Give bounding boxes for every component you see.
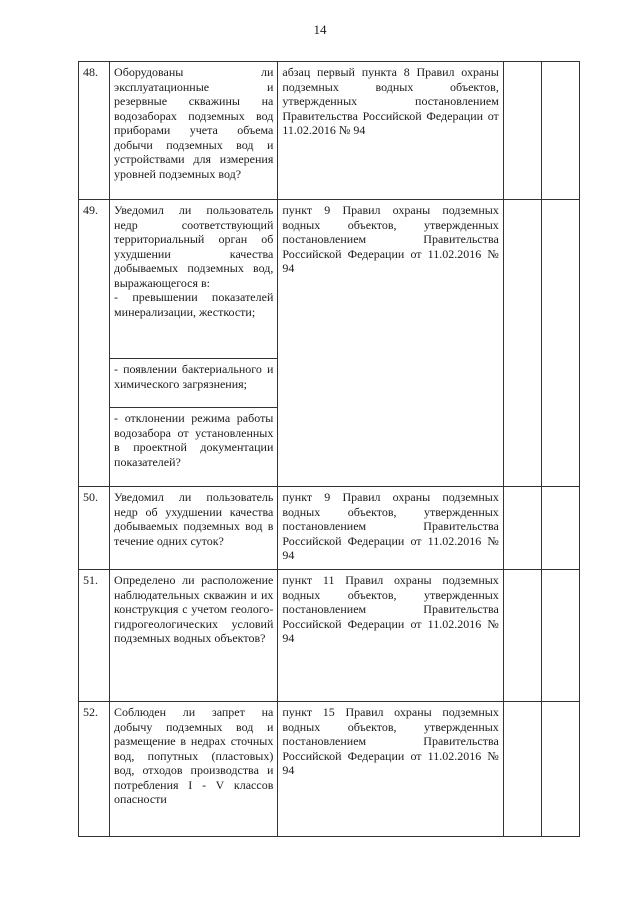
row-number: 50. [79, 487, 110, 570]
checklist-table [78, 61, 580, 837]
reference-text: пункт 9 Правил охраны подземных водных объектов, утвержденных постановлением Правительства Российской Федерации от 11.02.2016 № 94 [282, 490, 499, 562]
reference-text: абзац первый пункта 8 Правил охраны подземных водных объектов, утвержденных постановлением Правительства Российской Федерации от 11.02.2016 № 94 [282, 65, 499, 137]
question-subitem-cell [110, 359, 278, 408]
table-row [79, 570, 580, 702]
row-number: 49. [79, 200, 110, 487]
reference-cell [278, 62, 503, 200]
answer-cell[interactable] [503, 702, 541, 837]
question-subitem: - отклонении режима работы водозабора от установленных в проектной документации показателей? [114, 411, 274, 469]
table-row [79, 200, 580, 359]
row-number: 51. [79, 570, 110, 702]
reference-text: пункт 9 Правил охраны подземных водных объектов, утвержденных постановлением Правительства Российской Федерации от 11.02.2016 № 94 [282, 203, 499, 275]
reference-text: пункт 15 Правил охраны подземных водных объектов, утвержденных постановлением Правительства Российской Федерации от 11.02.2016 № 94 [282, 705, 499, 777]
question-cell [110, 570, 278, 702]
page-number: 14 [313, 22, 327, 37]
table-row [79, 62, 580, 200]
question-cell [110, 487, 278, 570]
note-cell[interactable] [541, 62, 579, 200]
table-row [79, 487, 580, 570]
reference-cell [278, 570, 503, 702]
reference-cell [278, 200, 503, 487]
answer-cell[interactable] [503, 200, 541, 487]
answer-cell[interactable] [503, 62, 541, 200]
question-subitem: - появлении бактериального и химического загрязнения; [114, 362, 274, 391]
table-row [79, 702, 580, 837]
reference-cell [278, 487, 503, 570]
question-text: Уведомил ли пользователь недр об ухудшении качества добываемых подземных вод в течение одних суток? [114, 490, 274, 548]
row-number: 48. [79, 62, 110, 200]
answer-cell[interactable] [503, 487, 541, 570]
answer-cell[interactable] [503, 570, 541, 702]
reference-text: пункт 11 Правил охраны подземных водных объектов, утвержденных постановлением Правительства Российской Федерации от 11.02.2016 № 94 [282, 573, 499, 645]
question-subitem: - превышении показателей минерализации, жесткости; [114, 290, 274, 319]
question-cell [110, 62, 278, 200]
question-text: Уведомил ли пользователь недр соответствующий территориальный орган об ухудшении качества добываемых подземных вод, выражающегося в: [114, 203, 274, 290]
question-text: Определено ли расположение наблюдательных скважин и их конструкция с учетом геолого-гидрогеологических условий подземных водных объектов? [114, 573, 274, 645]
note-cell[interactable] [541, 702, 579, 837]
row-number: 52. [79, 702, 110, 837]
question-cell [110, 200, 278, 359]
reference-cell [278, 702, 503, 837]
question-cell [110, 702, 278, 837]
question-text: Соблюден ли запрет на добычу подземных вод и размещение в недрах сточных вод, попутных (пластовых) вод, отходов производства и потребления I - V классов опасности [114, 705, 274, 806]
note-cell[interactable] [541, 570, 579, 702]
question-text: Оборудованы ли эксплуатационные и резервные скважины на водозаборах подземных вод приборами учета объема добычи подземных вод и устройствами для измерения уровней подземных вод? [114, 65, 274, 181]
note-cell[interactable] [541, 487, 579, 570]
note-cell[interactable] [541, 200, 579, 487]
question-subitem-cell [110, 408, 278, 487]
